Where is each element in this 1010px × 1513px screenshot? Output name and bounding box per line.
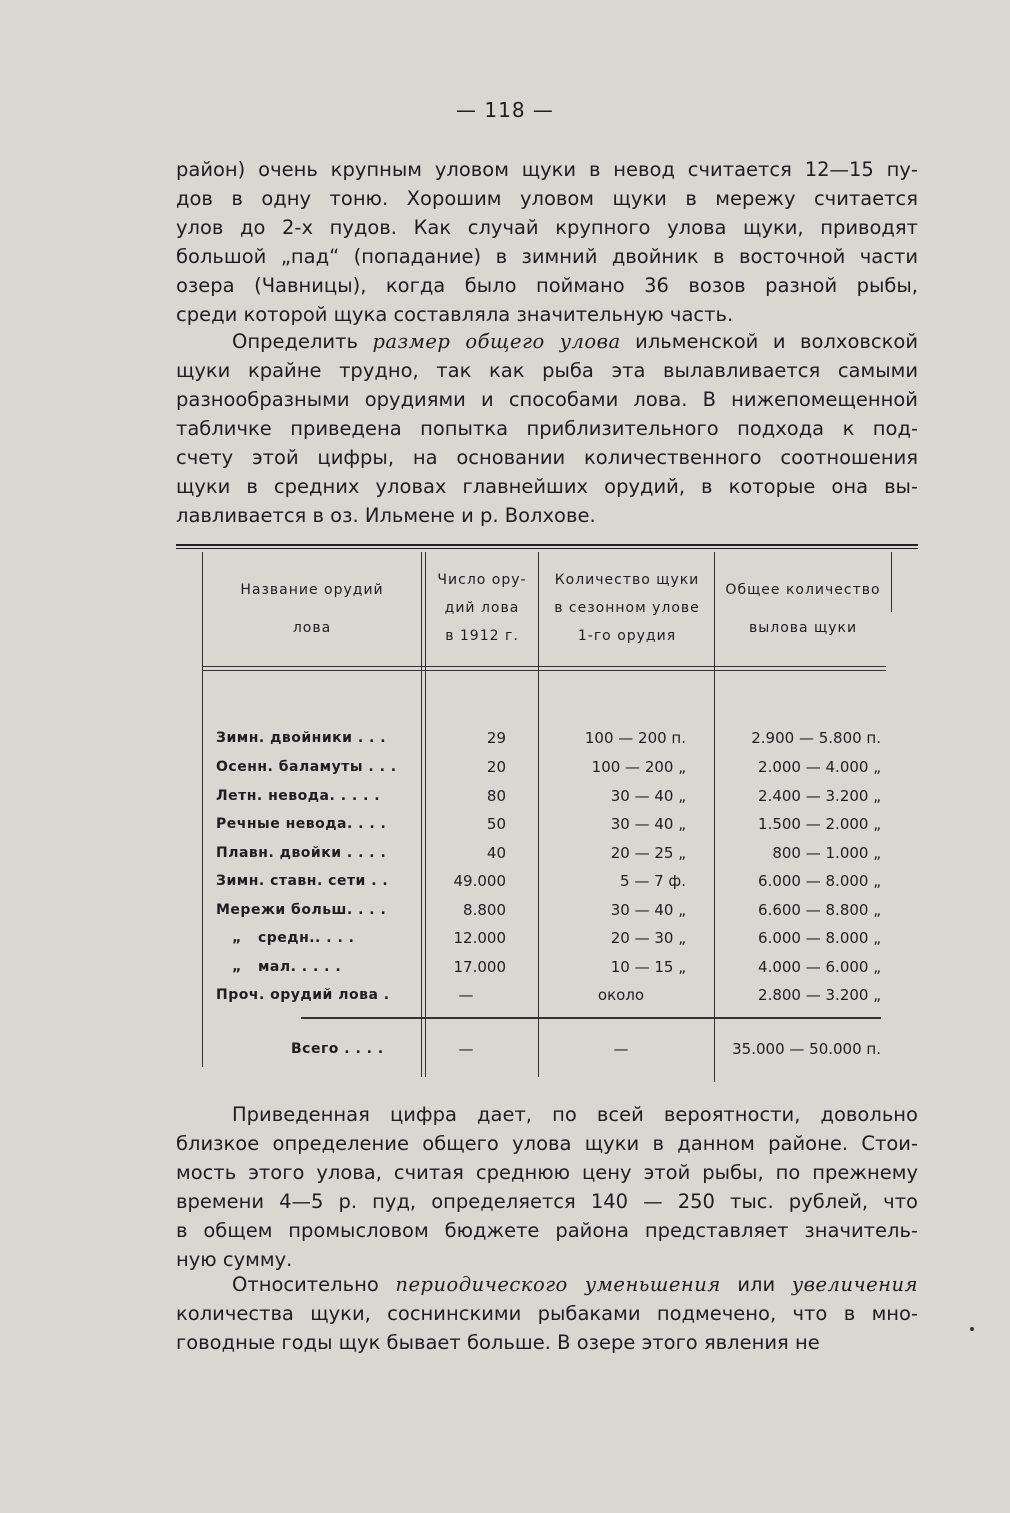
cell-total: 2.000 — 4.000 „ [758,758,881,776]
paragraph-1 [176,155,918,329]
cell-name: Речные невода. . . . [216,816,387,832]
total-rule [301,1017,881,1019]
header-rule [202,670,886,671]
text-line: разнообразными орудиями и способами лова. В нижепомещенной [176,388,918,411]
cell-count: 17.000 [453,958,506,976]
cell-name: Проч. орудий лова . [216,987,390,1003]
text-line: в общем промысловом бюджете района представляет значитель- [176,1219,918,1242]
cell-count: 50 [486,815,506,833]
cell-total: 35.000 — 50.000 п. [732,1040,881,1058]
paragraph-4 [176,1270,918,1357]
text-line: щуки в средних уловах главнейших орудий, в которые она вы- [176,475,918,498]
table-row [176,810,918,838]
table-total-row [176,1035,918,1063]
table-row [176,867,918,895]
cell-catch: около [597,986,645,1004]
cell-catch: 30 — 40 „ [610,787,686,805]
speck-mark [970,1327,974,1331]
text-line: Определить размер общего улова ильменской и волховской [232,330,918,353]
cell-count: 29 [486,729,506,747]
catch-table [176,540,918,1080]
table-top-rule-thin [176,548,918,549]
cell-catch: 30 — 40 „ [610,901,686,919]
text-line: Относительно периодического уменьшения или увеличения [232,1273,918,1296]
header-name: Название орудий лова [240,582,384,636]
text-line: озера (Чавницы), когда было поймано 36 возов разной рыбы, [176,274,918,297]
cell-count: 49.000 [453,872,506,890]
italic-phrase: периодического уменьшения [395,1273,721,1296]
table-row [176,924,918,952]
cell-count: 40 [486,844,506,862]
cell-total: 6.000 — 8.000 „ [758,929,881,947]
cell-catch: — [613,1040,629,1058]
paragraph-3 [176,1100,918,1274]
cell-catch: 20 — 25 „ [610,844,686,862]
text-line: Приведенная цифра дает, по всей вероятности, довольно [232,1103,918,1126]
paragraph-2 [176,327,918,530]
cell-total: 1.500 — 2.000 „ [758,815,881,833]
text-line: дов в одну тоню. Хорошим уловом щуки в мережу считается [176,187,918,210]
text-line: мость этого улова, считая среднюю цену этой рыбы, по прежнему [176,1161,918,1184]
header-total: Общее количество вылова щуки [725,582,881,636]
cell-name: Мережи больш. . . . [216,902,387,918]
cell-name: Плавн. двойки . . . . [216,845,387,861]
cell-catch: 10 — 15 „ [610,958,686,976]
table-row [176,953,918,981]
italic-phrase: размер общего улова [372,330,621,353]
table-right-border [891,552,892,612]
cell-total: 6.000 — 8.000 „ [758,872,881,890]
text-line: говодные годы щук бывает больше. В озере этого явления не [176,1331,820,1354]
table-row [176,724,918,752]
table-row [176,782,918,810]
text-line: среди которой щука составляла значительную часть. [176,303,734,326]
text-line: лавливается в оз. Ильмене и р. Волхове. [176,504,596,527]
header-catch: Количество щуки в сезонном улове 1-го орудия [554,572,700,644]
cell-total: 6.600 — 8.800 „ [758,901,881,919]
cell-catch: 5 — 7 ф. [620,872,686,890]
cell-total: 2.400 — 3.200 „ [758,787,881,805]
table-top-rule [176,544,918,546]
cell-name: „ средн.. . . . [216,930,355,946]
table-row [176,981,918,1009]
table-row [176,896,918,924]
italic-phrase: увеличения [791,1273,918,1296]
cell-total: 2.900 — 5.800 п. [751,729,881,747]
cell-catch: 100 — 200 п. [584,729,686,747]
cell-count: — [458,1040,474,1058]
cell-total: 800 — 1.000 „ [772,844,881,862]
cell-catch: 20 — 30 „ [610,929,686,947]
text-line: щуки крайне трудно, так как рыба эта вылавливается самыми [176,359,918,382]
cell-name: Зимн. двойники . . . [216,730,387,746]
cell-total: 4.000 — 6.000 „ [758,958,881,976]
cell-count: 80 [486,787,506,805]
text-line: близкое определение общего улова щуки в данном районе. Стои- [176,1132,918,1155]
cell-name: „ мал. . . . . [216,959,342,975]
cell-count: 12.000 [453,929,506,947]
cell-count: — [458,986,474,1004]
page-number: — 118 — [456,98,554,122]
text-line: счету этой цифры, на основании количественного соотношения [176,446,918,469]
cell-name: Всего . . . . [291,1041,384,1057]
table-row [176,839,918,867]
cell-name: Летн. невода. . . . . [216,788,381,804]
cell-count: 20 [486,758,506,776]
cell-name: Осенн. баламуты . . . [216,759,397,775]
header-rule [202,666,886,667]
text-line: табличке приведена попытка приблизительного подхода к под- [176,417,918,440]
cell-total: 2.800 — 3.200 „ [758,986,881,1004]
cell-name: Зимн. ставн. сети . . [216,873,389,889]
text-line: улов до 2-х пудов. Как случай крупного улова щуки, приводят [176,216,918,239]
header-count: Число ору- дий лова в 1912 г. [437,572,527,644]
table-row [176,753,918,781]
cell-catch: 30 — 40 „ [610,815,686,833]
text-line: количества щуки, соснинскими рыбаками подмечено, что в мно- [176,1302,918,1325]
text-line: район) очень крупным уловом щуки в невод считается 12—15 пу- [176,158,918,181]
cell-catch: 100 — 200 „ [591,758,686,776]
text-line: ную сумму. [176,1248,293,1271]
cell-count: 8.800 [463,901,506,919]
text-line: времени 4—5 р. пуд, определяется 140 — 250 тыс. рублей, что [176,1190,918,1213]
text-line: большой „пад“ (попадание) в зимний двойник в восточной части [176,245,918,268]
